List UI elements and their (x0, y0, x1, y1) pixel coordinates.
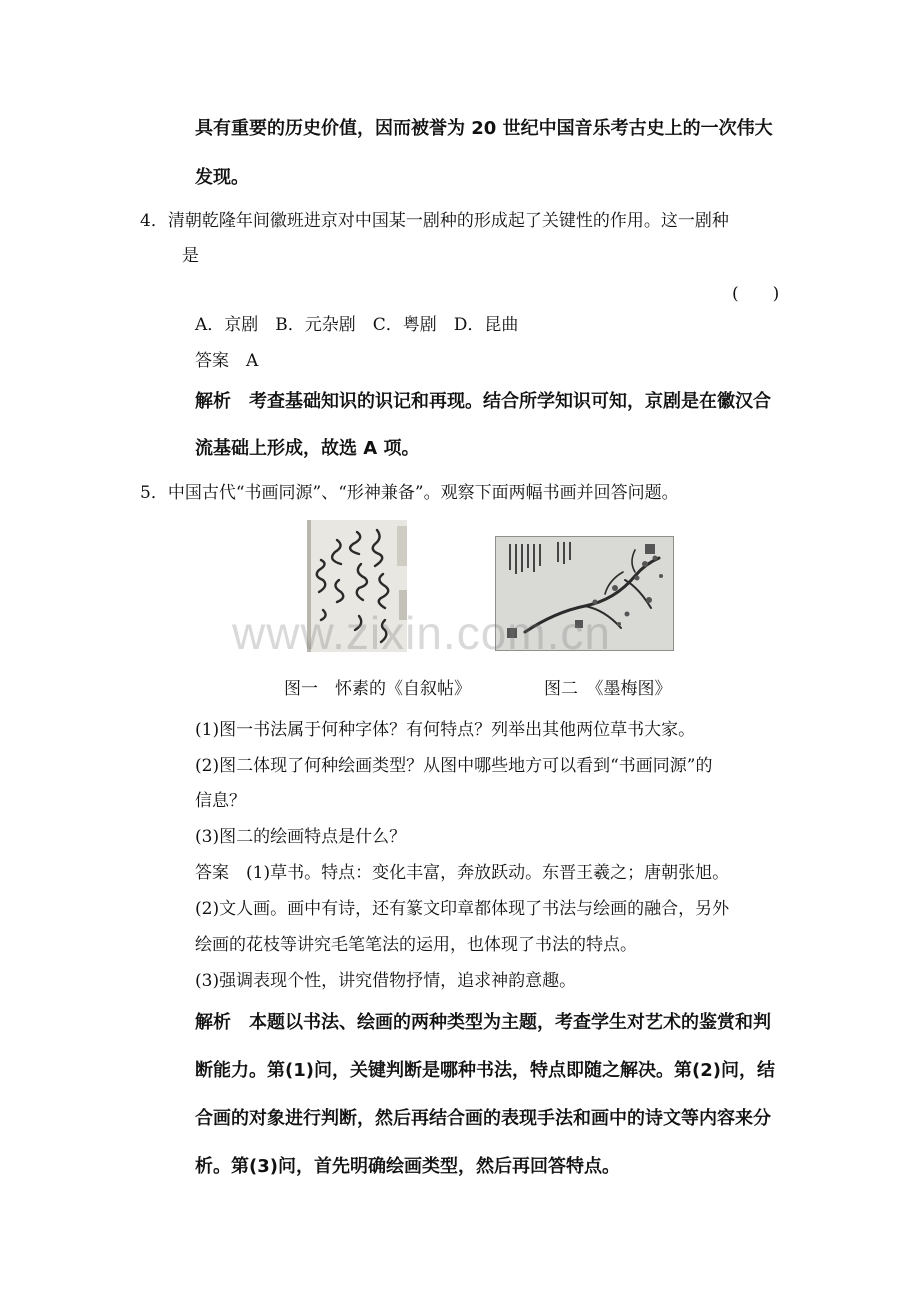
question-5-analysis-2: 断能力。第(1)问，关键判断是哪种书法，特点即随之解决。第(2)问，结 (195, 1060, 775, 1081)
question-5-answer-2a: (2)文人画。画中有诗，还有篆文印章都体现了书法与绘画的融合，另外 (195, 899, 730, 919)
question-5-answer-3: (3)强调表现个性，讲究借物抒情，追求神韵意趣。 (195, 971, 577, 991)
question-5-analysis-4: 析。第(3)问，首先明确绘画类型，然后再回答特点。 (195, 1156, 620, 1177)
answer-blank: ( ) (732, 284, 780, 304)
watermark: www.zixin.com.cn (232, 607, 611, 659)
figure-1-caption: 图一 怀素的《自叙帖》 (284, 679, 471, 699)
question-5-part-2b: 信息？ (195, 791, 246, 811)
question-4-stem: 4．清朝乾隆年间徽班进京对中国某一剧种的形成起了关键性的作用。这一剧种 (140, 211, 729, 231)
question-4-stem-cont: 是 (182, 246, 199, 266)
question-4-analysis-2: 流基础上形成，故选 A 项。 (195, 438, 420, 459)
question-5-answer-2b: 绘画的花枝等讲究毛笔笔法的运用，也体现了书法的特点。 (195, 935, 637, 955)
question-4-answer: 答案 A (195, 351, 259, 371)
line-history-value: 具有重要的历史价值，因而被誉为 20 世纪中国音乐考古史上的一次伟大 (195, 118, 773, 139)
question-5-part-1: (1)图一书法属于何种字体？有何特点？列举出其他两位草书大家。 (195, 720, 696, 740)
question-5-answer-1: 答案 (1)草书。特点：变化丰富，奔放跃动。东晋王羲之；唐朝张旭。 (195, 863, 730, 883)
question-5-analysis-3: 合画的对象进行判断，然后再结合画的表现手法和画中的诗文等内容来分 (195, 1108, 771, 1129)
question-4-options: A．京剧 B．元杂剧 C．粤剧 D．昆曲 (195, 315, 519, 335)
question-5-analysis-1: 解析 本题以书法、绘画的两种类型为主题，考查学生对艺术的鉴赏和判 (195, 1012, 771, 1033)
figure-2-caption: 图二 《墨梅图》 (544, 679, 672, 699)
question-5-part-2a: (2)图二体现了何种绘画类型？从图中哪些地方可以看到“书画同源”的 (195, 756, 713, 776)
question-4-analysis-1: 解析 考查基础知识的识记和再现。结合所学知识可知，京剧是在徽汉合 (195, 391, 771, 412)
question-5-part-3: (3)图二的绘画特点是什么？ (195, 827, 407, 847)
question-5-stem: 5．中国古代“书画同源”、“形神兼备”。观察下面两幅书画并回答问题。 (140, 483, 679, 503)
line-discovery: 发现。 (195, 167, 249, 188)
